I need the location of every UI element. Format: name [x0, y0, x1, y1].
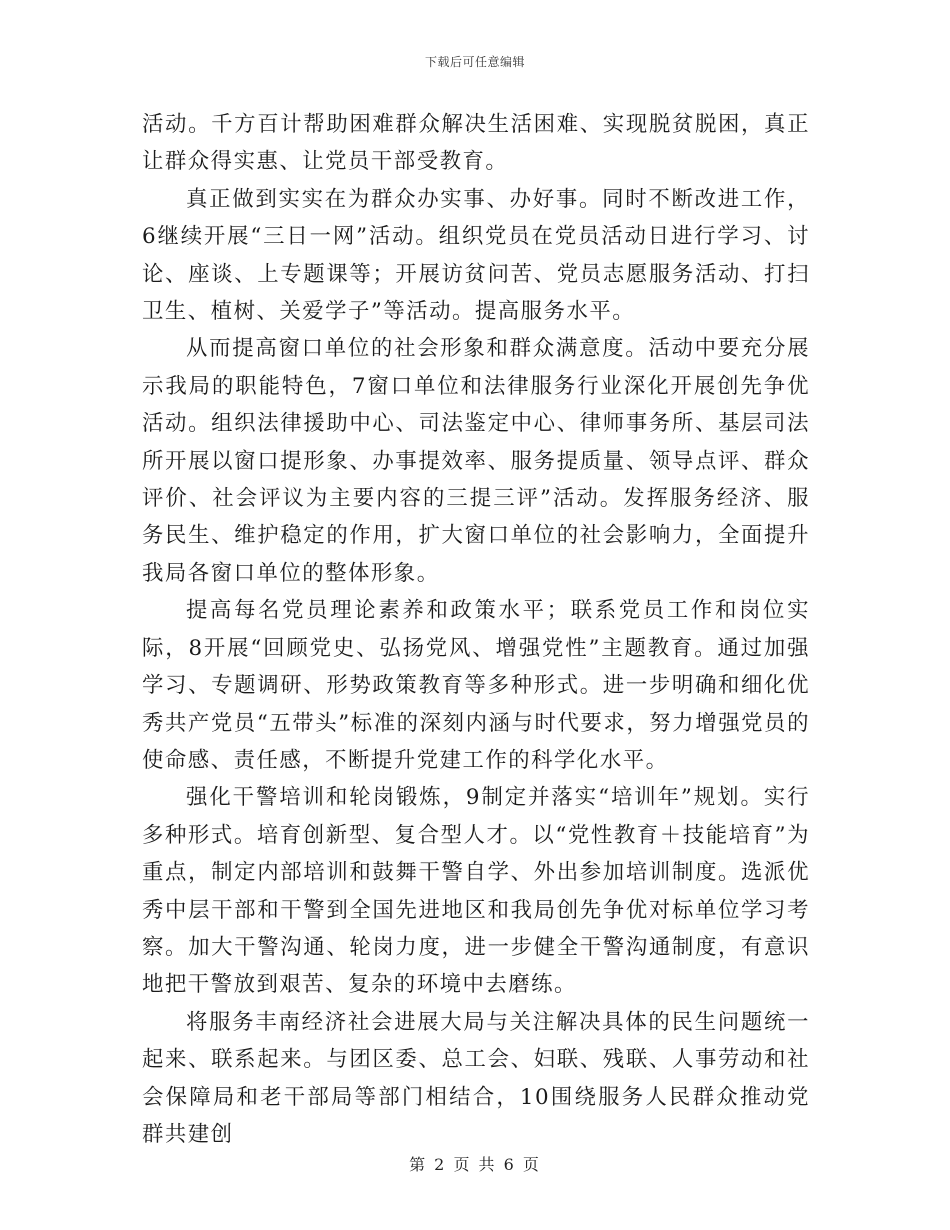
page-number-footer: 第 2 页 共 6 页: [409, 1155, 541, 1174]
paragraph-6: 将服务丰南经济社会进展大局与关注解决具体的民生问题统一起来、联系起来。与团区委、总工会、妇联、残联、人事劳动和社会保障局和老干部局等部门相结合，10围绕服务人民群众推动党群共建创: [142, 1009, 810, 1147]
paragraph-4: 提高每名党员理论素养和政策水平；联系党员工作和岗位实际，8开展“回顾党史、弘扬党风、增强党性”主题教育。通过加强学习、专题调研、形势政策教育等多种形式。进一步明确和细化优秀共产党员“五带头”标准的深刻内涵与时代要求，努力增强党员的使命感、责任感，不断提升党建工作的科学化水平。: [142, 598, 810, 773]
document-body: [142, 106, 810, 1153]
paragraph-3: 从而提高窗口单位的社会形象和群众满意度。活动中要充分展示我局的职能特色，7窗口单位和法律服务行业深化开展创先争优活动。组织法律援助中心、司法鉴定中心、律师事务所、基层司法所开展以窗口提形象、办事提效率、服务提质量、领导点评、群众评价、社会评议为主要内容的三提三评”活动。发挥服务经济、服务民生、维护稳定的作用，扩大窗口单位的社会影响力，全面提升我局各窗口单位的整体形象。: [142, 336, 810, 586]
paragraph-5: 强化干警培训和轮岗锻炼，9制定并落实“培训年”规划。实行多种形式。培育创新型、复合型人才。以“党性教育＋技能培育”为重点，制定内部培训和鼓舞干警自学、外出参加培训制度。选派优秀中层干部和干警到全国先进地区和我局创先争优对标单位学习考察。加大干警沟通、轮岗力度，进一步健全干警沟通制度，有意识地把干警放到艰苦、复杂的环境中去磨练。: [142, 785, 810, 998]
paragraph-1: 活动。千方百计帮助困难群众解决生活困难、实现脱贫脱困，真正让群众得实惠、让党员干部受教育。: [142, 112, 810, 175]
paragraph-2: 真正做到实实在为群众办实事、办好事。同时不断改进工作，6继续开展“三日一网”活动。组织党员在党员活动日进行学习、讨论、座谈、上专题课等；开展访贫问苦、党员志愿服务活动、打扫卫生、植树、关爱学子”等活动。提高服务水平。: [142, 186, 810, 325]
page-header-note: 下载后可任意编辑: [424, 55, 525, 69]
